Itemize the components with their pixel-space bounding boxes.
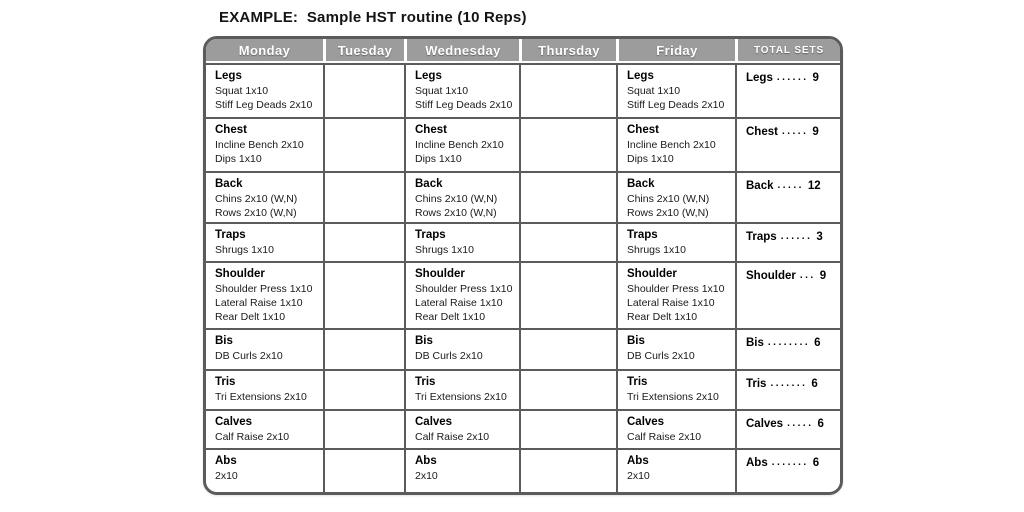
muscle-group-label: Back	[415, 178, 443, 190]
cell-tuesday-shoulder	[323, 261, 404, 328]
cell-wednesday-bis	[404, 328, 519, 369]
cell-monday-traps	[206, 222, 323, 261]
total-dots: ...	[799, 270, 816, 281]
exercise-line: Calf Raise 2x10	[627, 430, 702, 443]
total-value: 3	[816, 231, 823, 243]
exercise-line: Lateral Raise 1x10	[215, 296, 303, 309]
total-dots: ......	[780, 231, 813, 242]
total-value: 9	[819, 270, 827, 282]
muscle-group-label: Tris	[215, 376, 236, 388]
cell-tuesday-calves	[323, 409, 404, 448]
total-dots: .....	[781, 126, 809, 137]
total-line	[746, 457, 836, 469]
muscle-group-label: Back	[627, 178, 655, 190]
cell-friday-legs	[616, 63, 735, 117]
cell-thursday-back	[519, 171, 616, 222]
total-value: 9	[812, 126, 819, 138]
exercise-line: Stiff Leg Deads 2x10	[627, 98, 725, 111]
routine-table	[203, 36, 843, 495]
exercise-line: Stiff Leg Deads 2x10	[415, 98, 513, 111]
exercise-line: DB Curls 2x10	[627, 349, 695, 362]
cell-friday-tris	[616, 369, 735, 409]
exercise-line: DB Curls 2x10	[415, 349, 483, 362]
exercise-line: Lateral Raise 1x10	[627, 296, 715, 309]
muscle-group-label: Bis	[415, 335, 433, 347]
column-header-label: Friday	[656, 42, 698, 58]
cell-total-calves	[735, 409, 840, 448]
column-header-monday	[206, 39, 323, 63]
total-line	[746, 180, 836, 192]
muscle-group-label: Shoulder	[627, 268, 677, 280]
exercise-line: Dips 1x10	[627, 152, 674, 165]
cell-monday-abs	[206, 448, 323, 492]
column-header-label: Wednesday	[425, 42, 501, 58]
total-dots: .....	[787, 418, 814, 429]
muscle-group-label: Chest	[215, 124, 247, 136]
muscle-group-label: Abs	[415, 455, 437, 467]
cell-tuesday-back	[323, 171, 404, 222]
page-title: EXAMPLE: Sample HST routine (10 Reps)	[219, 9, 527, 26]
cell-total-abs	[735, 448, 840, 492]
exercise-line: Chins 2x10 (W,N)	[215, 192, 298, 205]
total-dots: ........	[767, 337, 811, 348]
cell-wednesday-traps	[404, 222, 519, 261]
muscle-group-label: Abs	[215, 455, 237, 467]
exercise-line: Squat 1x10	[627, 84, 681, 97]
cell-total-bis	[735, 328, 840, 369]
cell-thursday-calves	[519, 409, 616, 448]
exercise-line: Tri Extensions 2x10	[627, 390, 719, 403]
column-header-thursday	[519, 39, 616, 63]
exercise-line: 2x10	[215, 469, 238, 482]
total-dots: .....	[777, 180, 804, 191]
exercise-line: Calf Raise 2x10	[415, 430, 490, 443]
cell-wednesday-chest	[404, 117, 519, 171]
cell-monday-calves	[206, 409, 323, 448]
muscle-group-label: Legs	[215, 70, 242, 82]
muscle-group-label: Chest	[415, 124, 447, 136]
exercise-line: Chins 2x10 (W,N)	[415, 192, 498, 205]
cell-thursday-bis	[519, 328, 616, 369]
muscle-group-label: Calves	[627, 416, 665, 428]
cell-monday-back	[206, 171, 323, 222]
cell-thursday-tris	[519, 369, 616, 409]
cell-thursday-shoulder	[519, 261, 616, 328]
muscle-group-label: Shoulder	[215, 268, 265, 280]
exercise-line: Shoulder Press 1x10	[627, 282, 725, 295]
cell-total-legs	[735, 63, 840, 117]
cell-wednesday-shoulder	[404, 261, 519, 328]
total-line	[746, 270, 836, 282]
column-header-total-sets	[735, 39, 840, 63]
exercise-line: Chins 2x10 (W,N)	[627, 192, 710, 205]
exercise-line: Dips 1x10	[215, 152, 262, 165]
exercise-line: Shrugs 1x10	[627, 243, 686, 256]
cell-friday-back	[616, 171, 735, 222]
muscle-group-label: Chest	[627, 124, 659, 136]
exercise-line: Squat 1x10	[415, 84, 469, 97]
total-value: 12	[807, 180, 821, 192]
muscle-group-label: Shoulder	[415, 268, 465, 280]
muscle-group-label: Calves	[415, 416, 453, 428]
total-label: Traps	[746, 231, 777, 243]
cell-thursday-abs	[519, 448, 616, 492]
cell-monday-chest	[206, 117, 323, 171]
total-label: Chest	[746, 126, 778, 138]
cell-monday-tris	[206, 369, 323, 409]
muscle-group-label: Traps	[215, 229, 246, 241]
exercise-line: Incline Bench 2x10	[627, 138, 716, 151]
column-header-tuesday	[323, 39, 404, 63]
total-value: 6	[814, 337, 821, 349]
cell-monday-legs	[206, 63, 323, 117]
exercise-line: Rear Delt 1x10	[415, 310, 486, 323]
total-label: Legs	[746, 72, 773, 84]
exercise-line: Lateral Raise 1x10	[415, 296, 503, 309]
cell-tuesday-bis	[323, 328, 404, 369]
column-header-label: TOTAL SETS	[753, 44, 825, 56]
total-label: Shoulder	[746, 270, 796, 282]
total-line	[746, 72, 836, 84]
muscle-group-label: Back	[215, 178, 243, 190]
total-value: 9	[812, 72, 819, 84]
total-label: Back	[746, 180, 774, 192]
cell-monday-bis	[206, 328, 323, 369]
cell-tuesday-legs	[323, 63, 404, 117]
total-label: Tris	[746, 378, 767, 390]
cell-thursday-traps	[519, 222, 616, 261]
cell-tuesday-tris	[323, 369, 404, 409]
exercise-line: Incline Bench 2x10	[415, 138, 504, 151]
column-header-friday	[616, 39, 735, 63]
cell-friday-calves	[616, 409, 735, 448]
total-dots: ......	[776, 72, 809, 83]
cell-tuesday-traps	[323, 222, 404, 261]
exercise-line: Shoulder Press 1x10	[215, 282, 313, 295]
total-label: Calves	[746, 418, 784, 430]
muscle-group-label: Calves	[215, 416, 253, 428]
exercise-line: Rows 2x10 (W,N)	[215, 206, 297, 219]
exercise-line: Tri Extensions 2x10	[415, 390, 507, 403]
cell-total-tris	[735, 369, 840, 409]
cell-wednesday-legs	[404, 63, 519, 117]
total-line	[746, 337, 836, 349]
total-label: Abs	[746, 457, 768, 469]
total-line	[746, 126, 836, 138]
exercise-line: DB Curls 2x10	[215, 349, 283, 362]
muscle-group-label: Traps	[415, 229, 446, 241]
column-header-label: Thursday	[538, 42, 600, 58]
exercise-line: Squat 1x10	[215, 84, 269, 97]
cell-wednesday-tris	[404, 369, 519, 409]
total-line	[746, 378, 836, 390]
muscle-group-label: Legs	[415, 70, 442, 82]
cell-monday-shoulder	[206, 261, 323, 328]
total-dots: .......	[771, 457, 809, 468]
muscle-group-label: Legs	[627, 70, 654, 82]
total-dots: .......	[770, 378, 808, 389]
total-value: 6	[811, 378, 818, 390]
exercise-line: Stiff Leg Deads 2x10	[215, 98, 313, 111]
exercise-line: Shrugs 1x10	[215, 243, 274, 256]
total-value: 6	[812, 457, 820, 469]
column-header-wednesday	[404, 39, 519, 63]
muscle-group-label: Bis	[627, 335, 645, 347]
exercise-line: 2x10	[415, 469, 438, 482]
cell-tuesday-chest	[323, 117, 404, 171]
exercise-line: Rows 2x10 (W,N)	[627, 206, 709, 219]
cell-thursday-chest	[519, 117, 616, 171]
exercise-line: Incline Bench 2x10	[215, 138, 304, 151]
cell-wednesday-back	[404, 171, 519, 222]
total-line	[746, 418, 836, 430]
muscle-group-label: Tris	[627, 376, 648, 388]
exercise-line: 2x10	[627, 469, 650, 482]
exercise-line: Dips 1x10	[415, 152, 462, 165]
muscle-group-label: Abs	[627, 455, 649, 467]
column-header-label: Monday	[238, 42, 291, 58]
exercise-line: Rear Delt 1x10	[215, 310, 286, 323]
muscle-group-label: Bis	[215, 335, 233, 347]
muscle-group-label: Tris	[415, 376, 436, 388]
cell-total-chest	[735, 117, 840, 171]
cell-friday-traps	[616, 222, 735, 261]
cell-total-shoulder	[735, 261, 840, 328]
cell-total-back	[735, 171, 840, 222]
cell-thursday-legs	[519, 63, 616, 117]
cell-tuesday-abs	[323, 448, 404, 492]
cell-friday-shoulder	[616, 261, 735, 328]
exercise-line: Shrugs 1x10	[415, 243, 474, 256]
exercise-line: Tri Extensions 2x10	[215, 390, 307, 403]
cell-total-traps	[735, 222, 840, 261]
total-label: Bis	[746, 337, 764, 349]
column-header-label: Tuesday	[337, 42, 393, 58]
cell-wednesday-abs	[404, 448, 519, 492]
muscle-group-label: Traps	[627, 229, 658, 241]
exercise-line: Shoulder Press 1x10	[415, 282, 513, 295]
cell-friday-chest	[616, 117, 735, 171]
cell-friday-abs	[616, 448, 735, 492]
total-line	[746, 231, 836, 243]
exercise-line: Rows 2x10 (W,N)	[415, 206, 497, 219]
exercise-line: Calf Raise 2x10	[215, 430, 290, 443]
cell-friday-bis	[616, 328, 735, 369]
cell-wednesday-calves	[404, 409, 519, 448]
total-value: 6	[817, 418, 824, 430]
routine-grid	[206, 39, 840, 492]
exercise-line: Rear Delt 1x10	[627, 310, 698, 323]
